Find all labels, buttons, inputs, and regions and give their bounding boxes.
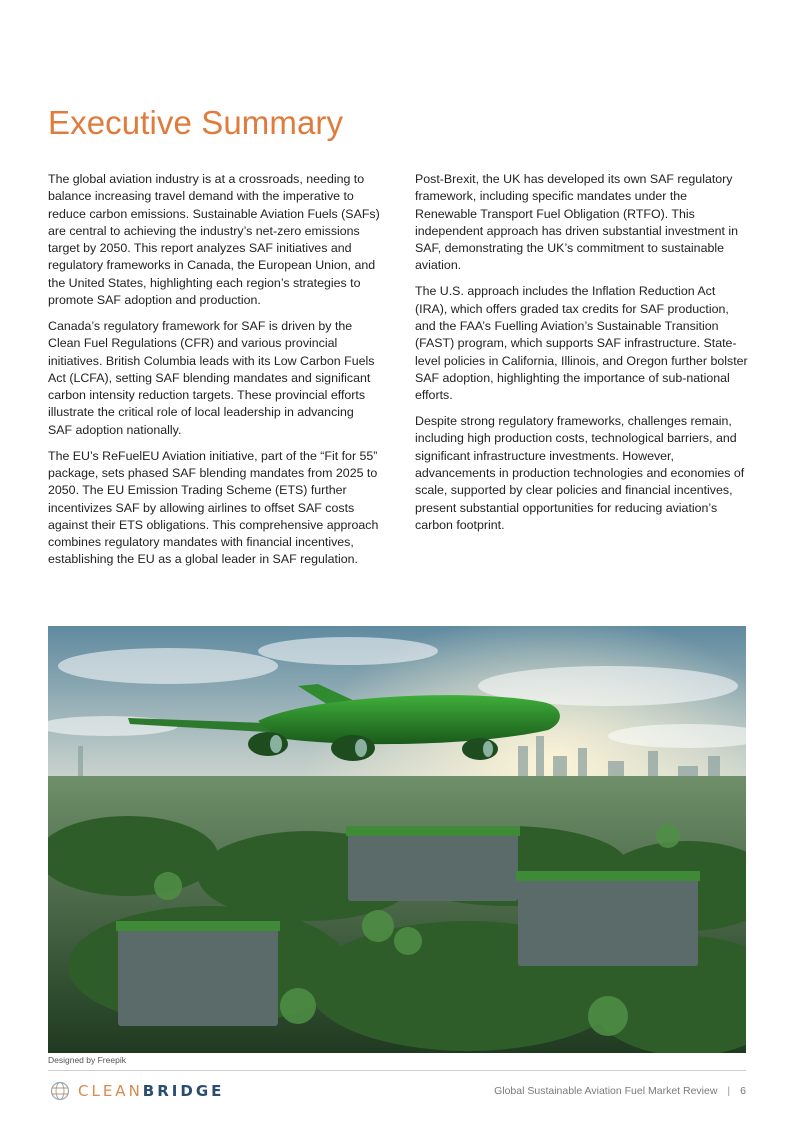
globe-icon — [50, 1081, 70, 1101]
footer-separator: | — [727, 1085, 731, 1097]
image-credit: Designed by Freepik — [48, 1055, 126, 1065]
paragraph: The U.S. approach includes the Inflation Reduction Act (IRA), which offers graded tax credits for SAF production, and the FAA’s Fuelling Aviation’s Sustainable Transition (FAST) program, which supports SAF infrastructure. State-level policies in California, Illinois, and Oregon further bolster SAF adoption, highlighting the importance of sub-national efforts. — [415, 284, 748, 403]
hero-image-green-airplane-over-city — [48, 626, 746, 1053]
paragraph: The global aviation industry is at a crossroads, needing to balance increasing travel demand with the imperative to reduce carbon emissions. Sustainable Aviation Fuels (SAFs) are central to achieving the industry’s net-zero emissions target by 2050. This report analyzes SAF initiatives and regulatory frameworks in Canada, the European Union, and the United States, highlighting each region’s strategies to promote SAF adoption and production. — [48, 172, 380, 308]
paragraph: Despite strong regulatory frameworks, challenges remain, including high production costs, technological barriers, and significant infrastructure investments. However, advancements in production technologies and economies of scale, supported by clear policies and financial incentives, present substantial opportunities for reducing aviation’s carbon footprint. — [415, 414, 745, 532]
page-title: Executive Summary — [48, 104, 344, 141]
right-column — [415, 171, 750, 543]
logo-text-bridge: BRIDGE — [142, 1082, 225, 1100]
page-footer — [494, 1085, 746, 1097]
paragraph: Canada’s regulatory framework for SAF is driven by the Clean Fuel Regulations (CFR) and various provincial initiatives. British Columbia leads with its Low Carbon Fuels Act (LCFA), setting SAF blending mandates and significant carbon intensity reduction targets. These provincial efforts illustrate the critical role of local leadership in advancing SAF adoption nationally. — [48, 318, 375, 437]
footer-divider — [48, 1070, 746, 1071]
cleanbridge-logo — [50, 1080, 224, 1102]
paragraph: Post-Brexit, the UK has developed its own SAF regulatory framework, including specific mandates under the Renewable Transport Fuel Obligation (RTFO). This independent approach has driven substantial investment in SAF, demonstrating the UK’s commitment to sustainable aviation. — [415, 172, 739, 273]
report-title: Global Sustainable Aviation Fuel Market Review — [494, 1085, 718, 1097]
paragraph: The EU’s ReFuelEU Aviation initiative, part of the “Fit for 55” package, sets phased SAF blending mandates from 2025 to 2050. The EU Emission Trading Scheme (ETS) further incentivizes SAF by allowing airlines to offset SAF costs against their ETS obligations. This comprehensive approach combines regulatory mandates with financial incentives, establishing the EU as a global leader in SAF regulation. — [48, 448, 379, 567]
left-column — [48, 171, 380, 577]
logo-text-clean: CLEAN — [78, 1082, 143, 1100]
page-number: 6 — [740, 1085, 746, 1097]
